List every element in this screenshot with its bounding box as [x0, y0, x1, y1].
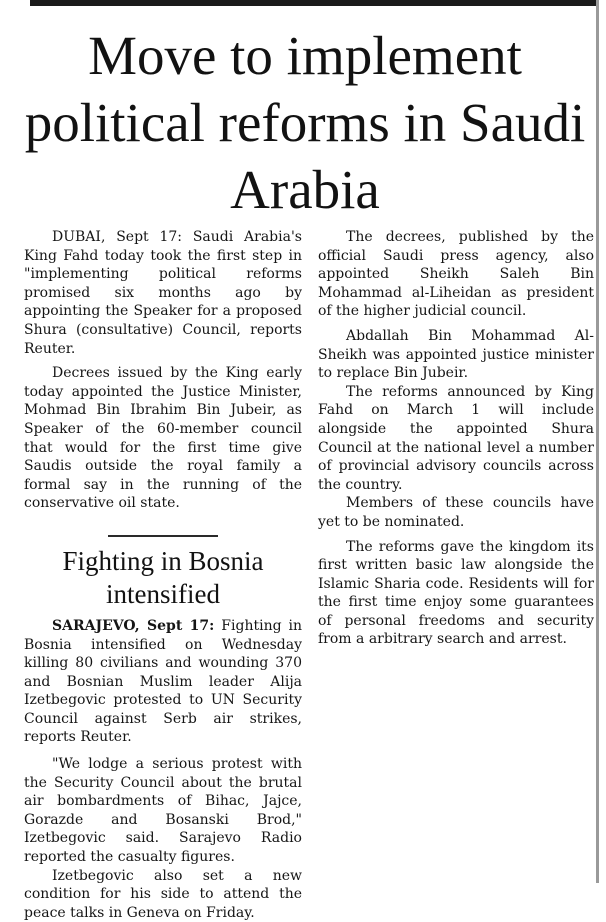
- basic-law-paragraph: The reforms gave the kingdom its first written basic law alongside the Islamic Sharia code. Residents will for the first time enjoy some guarantees of personal freedoms and security from a arbitrary search and arrest.: [318, 538, 594, 648]
- sidebar-headline: Fighting in Bosnia intensified: [62, 545, 264, 609]
- lead-paragraph-text: Saudi Arabia's King Fahd today took the first step in "implementing political reforms promised six months ago by appointing the Speaker for a proposed Shura (consultative) Council, reports Reuter.: [24, 229, 302, 357]
- section-divider: [108, 535, 218, 537]
- sidebar-dateline: SARAJEVO, Sept 17:: [52, 617, 215, 634]
- main-headline: Move to implement political reforms in Saudi Arabia: [24, 25, 586, 220]
- decrees-intro-paragraph: [24, 364, 302, 513]
- justice-minister-paragraph: Abdallah Bin Mohammad Al-Sheikh was appointed justice minister to replace Bin Jubeir.: [318, 327, 594, 382]
- councils-paragraph: Members of these councils have yet to be nominated.: [318, 495, 594, 530]
- sidebar-lead-text: Fighting in Bosnia intensified on Wednesday killing 80 civilians and wounding 370 and Bosnian Muslim leader Alija Izetbegovic protested to UN Security Council against Serb air strikes, reports Reuter.: [24, 617, 303, 746]
- sidebar-quote-paragraph: "We lodge a serious protest with the Security Council about the brutal air bombardments of Bihac, Jajce, Gorazde and Bosanski Brod," Izetbegovic said. Sarajevo Radio reported the casualty figures.: [24, 756, 302, 866]
- main-dateline: DUBAI, Sept 17:: [52, 229, 183, 245]
- right-edge-rule: [596, 0, 599, 883]
- lead-paragraph: [24, 228, 302, 358]
- top-border-rule: [30, 0, 596, 6]
- decrees-paragraph: The decrees, published by the official Saudi press agency, also appointed Sheikh Saleh Bin Mohammad al-Liheidan as president of the higher judicial council.: [318, 229, 594, 320]
- left-column: [24, 228, 302, 922]
- sidebar-condition-paragraph: Izetbegovic also set a new condition for his side to attend the peace talks in Geneva on Friday.: [24, 867, 302, 921]
- sidebar-lead-paragraph: [24, 617, 302, 747]
- right-column: [318, 228, 594, 649]
- paragraph-2-text: Decrees issued by the King early today appointed the Justice Minister, Mohmad Bin Ibrahim Bin Jubeir, as Speaker of the 60-member council that would for the first time give Saudis outside the royal family a formal say in the running of the conservative oil state.: [24, 365, 302, 512]
- reforms-paragraph: The reforms announced by King Fahd on March 1 will include alongside the appointed Shura Council at the national level a number of provincial advisory councils across the country.: [318, 383, 594, 493]
